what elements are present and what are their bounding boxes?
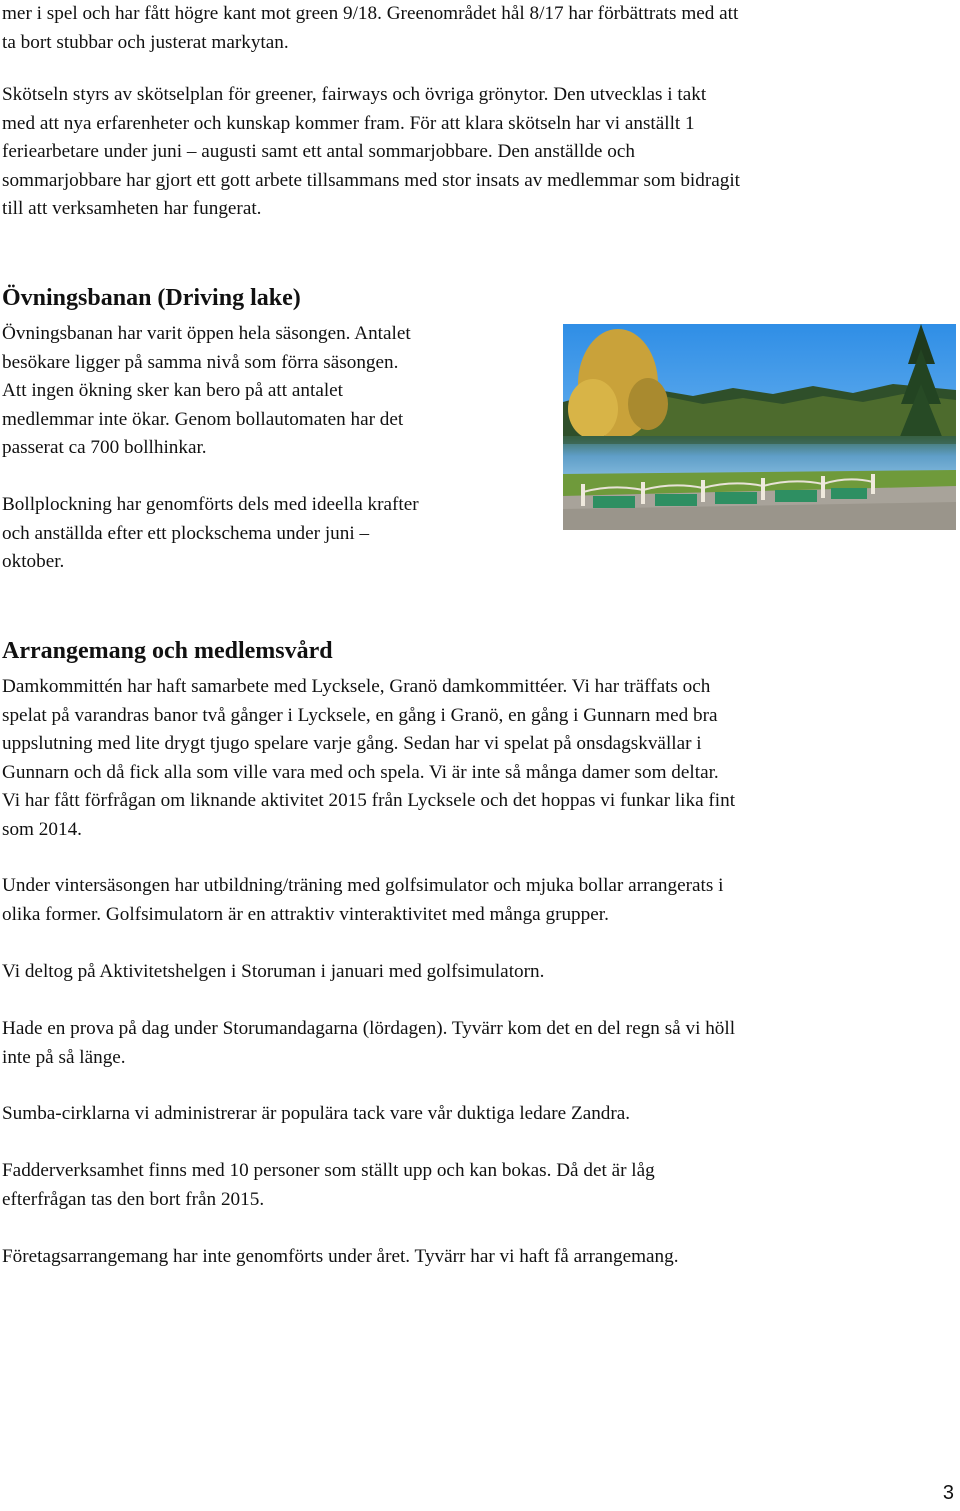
paragraph-zumba: Sumba-cirklarna vi administrerar är populära tack vare vår duktiga ledare Zandra. (2, 1103, 631, 1124)
paragraph-sponsorship: Fadderverksamhet finns med 10 personer som ställt upp och kan bokas. Då det är låg efterfrågan tas den bort från 2015. (2, 1160, 655, 1210)
driving-range-lake-photo (563, 324, 956, 530)
paragraph-ball-picking: Bollplockning har genomförts dels med ideella krafter och anställda efter ett plockschema under juni – oktober. (2, 494, 419, 573)
paragraph-maintenance: Skötseln styrs av skötselplan för greener, fairways och övriga grönytor. Den utvecklas i takt med att nya erfarenheter och kunskap kommer fram. För att klara skötseln har vi anställt 1 feriearbetare under juni – augusti samt ett antal sommarjobbare. Den anställde och sommarjobbare har gjort ett gott arbete tillsammans med stor insats av medlemmar som bidragit till att verksamheten har fungerat. (2, 84, 741, 220)
paragraph-ladies-committee: Damkommittén har haft samarbete med Lycksele, Granö damkommittéer. Vi har träffats och spelat på varandras banor två gånger i Lycksele, en gång i Granö, en gång i Gunnarn med bra uppslutning med lite drygt tjugo spelare varje gång. Sedan har vi spelat på onsdagskvällar i Gunnarn och då fick alla som ville vara med och spela. Vi är inte så många damer som deltar. Vi har fått förfrågan om liknande aktivitet 2015 från Lycksele och det hoppas vi funkar lika fint som 2014. (2, 676, 736, 840)
paragraph-driving-range-visitors: Övningsbanan har varit öppen hela säsongen. Antalet besökare ligger på samma nivå som förra säsongen. Att ingen ökning sker kan bero på att antalet medlemmar inte ökar. Genom bollautomaten har det passerat ca 700 bollhinkar. (2, 323, 411, 459)
heading-events-member-care: Arrangemang och medlemsvård (2, 638, 333, 664)
paragraph-activity-weekend: Vi deltog på Aktivitetshelgen i Storuman i januari med golfsimulatorn. (2, 961, 545, 982)
page-number: 3 (942, 1482, 954, 1504)
paragraph-winter-simulator: Under vintersäsongen har utbildning/träning med golfsimulator och mjuka bollar arrangerats i olika former. Golfsimulatorn är en attraktiv vinteraktivitet med många grupper. (2, 875, 724, 925)
paragraph-corporate-events: Företagsarrangemang har inte genomförts under året. Tyvärr har vi haft få arrangemang. (2, 1246, 679, 1267)
paragraph-try-day: Hade en prova på dag under Storumandagarna (lördagen). Tyvärr kom det en del regn så vi höll inte på så länge. (2, 1018, 736, 1068)
paragraph-green-improvements: mer i spel och har fått högre kant mot green 9/18. Greenområdet hål 8/17 har förbättrats med att ta bort stubbar och justerat markytan. (2, 3, 739, 53)
heading-driving-range: Övningsbanan (Driving lake) (2, 285, 301, 311)
